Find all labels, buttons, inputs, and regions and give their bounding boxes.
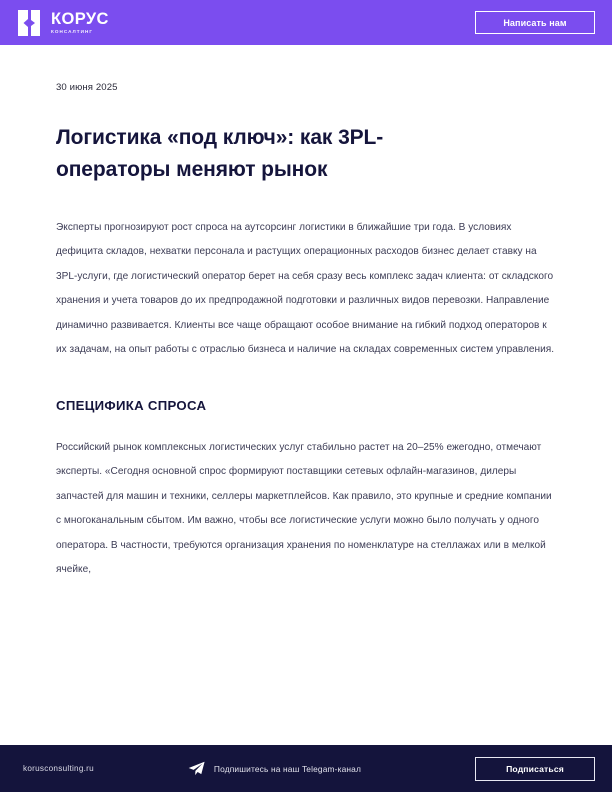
article-content (0, 45, 612, 745)
footer-site-url[interactable]: korusconsulting.ru (23, 764, 94, 773)
brand-logo[interactable] (17, 9, 109, 37)
logo-title: КОРУС (51, 9, 109, 28)
logo-subtitle: КОНСАЛТИНГ (51, 28, 94, 34)
telegram-paper-plane-icon (188, 761, 205, 776)
article-intro-paragraph: Эксперты прогнозируют рост спроса на аутсорсинг логистики в ближайшие три года. В условиях дефицита складов, нехватки персонала и растущих операционных расходов бизнес делает ставку на 3PL-услуги, где логистический оператор берет на себя сразу весь комплекс задач клиента: от складского хранения и учета товаров до их предпродажной подготовки и различных видов перевозки. Направление динамично развивается. Клиенты все чаще обращают особое внимание на гибкий подход операторов к их задачам, на опыт работы с отраслью бизнеса и наличие на складах современных систем управления. (56, 221, 555, 356)
site-footer (0, 745, 612, 792)
subscribe-button[interactable]: Подписаться (475, 757, 595, 781)
site-header (0, 0, 612, 45)
korus-logo-mark-icon (17, 9, 44, 37)
page-title: Логистика «под ключ»: как 3PL-операторы меняют рынок (56, 126, 384, 181)
footer-telegram-text: Подпишитесь на наш Telegam-канал (213, 763, 362, 774)
article-section-paragraph: Российский рынок комплексных логистических услуг стабильно растет на 20–25% ежегодно, отмечают эксперты. «Сегодня основной спрос формируют поставщики сетевых офлайн-магазинов, дилеры запчастей для машин и техники, селлеры маркетплейсов. Как правило, это крупные и средние компании с многоканальным сбытом. Им важно, чтобы все логистические услуги можно было получать у одного оператора. В частности, требуются организация хранения по номенклатуре на стеллажах или в мелкой ячейке, (56, 441, 552, 576)
section-heading-demand: СПЕЦИФИКА СПРОСА (56, 397, 207, 413)
article-date: 30 июня 2025 (56, 82, 118, 93)
footer-telegram-block[interactable] (74, 761, 475, 776)
contact-us-button[interactable]: Написать нам (475, 11, 595, 34)
